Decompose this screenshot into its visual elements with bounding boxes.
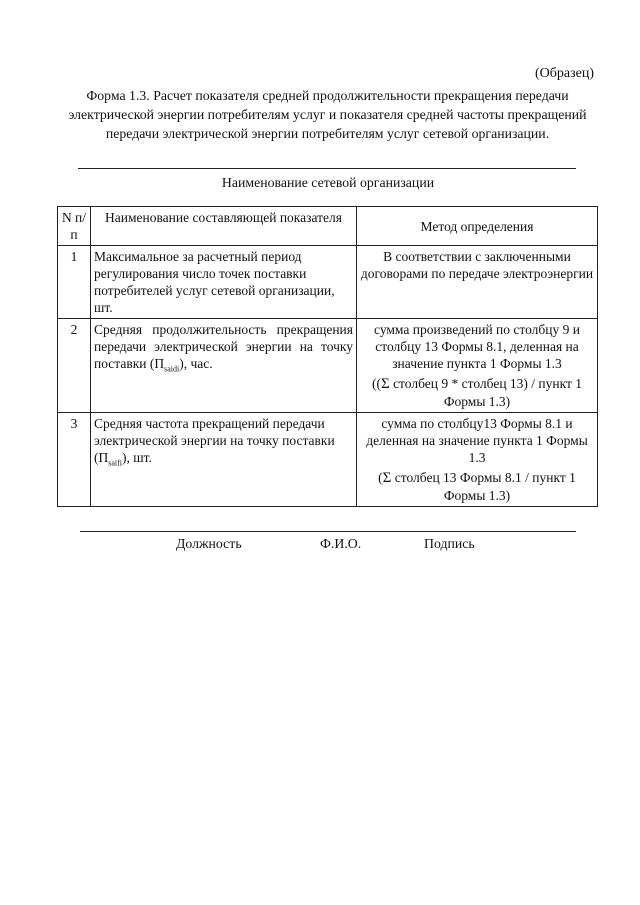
org-name-caption: Наименование сетевой организации: [221, 175, 435, 190]
signature-position-label: Должность: [176, 536, 242, 551]
row-formula: [360, 469, 594, 504]
row-number: 3: [58, 413, 91, 507]
row-number: 2: [58, 319, 91, 413]
row-number: 1: [58, 246, 91, 319]
row-name-unit: ), шт.: [122, 450, 152, 465]
org-name-line: [78, 168, 576, 169]
row-method: В соответствии с заключенными договорами по передаче электроэнергии: [357, 246, 598, 319]
row-name-text: Средняя продолжительность прекращения передачи электрической энергии на точку поставки (П: [94, 322, 353, 371]
form-title: Форма 1.3. Расчет показателя средней продолжительности прекращения передачи электрической энергии потребителям услуг и показателя средней частоты прекращений передачи электрической энергии потребителям услуг сетевой организации.: [68, 88, 587, 141]
row-method: [357, 413, 598, 507]
table-row: [58, 319, 598, 413]
row-method: [357, 319, 598, 413]
row-name: Максимальное за расчетный период регулирования число точек поставки потребителей услуг сетевой организации, шт.: [91, 246, 357, 319]
row-name-text: Средняя частота прекращений передачи электрической энергии на точку поставки (П: [94, 416, 335, 465]
signature-line: [80, 531, 576, 532]
table-row: [58, 246, 598, 319]
formula-text: столбец 9 * столбец 13) / пункт 1 Формы 1.3): [389, 376, 583, 409]
row-method-text: сумма по столбцу13 Формы 8.1 и деленная на значение пункта 1 Формы 1.3: [366, 416, 588, 465]
formula-open: ((: [371, 376, 381, 391]
header-name: Наименование составляющей показателя: [91, 207, 357, 246]
signature-name-label: Ф.И.О.: [320, 536, 362, 551]
sigma-icon: Σ: [382, 470, 392, 486]
table-header-row: [58, 207, 598, 246]
header-method: [357, 207, 598, 246]
sample-label: (Образец): [534, 66, 594, 81]
signature-sign-label: Подпись: [424, 536, 475, 551]
formula-text: столбец 13 Формы 8.1 / пункт 1 Формы 1.3): [391, 470, 576, 503]
row-method-text: сумма произведений по столбцу 9 и столбцу 13 Формы 8.1, деленная на значение пункта 1 Формы 1.3: [374, 322, 580, 371]
row-formula: [360, 375, 594, 410]
sigma-icon: Σ: [380, 376, 390, 392]
table-row: [58, 413, 598, 507]
row-name-subscript: saidi: [164, 364, 180, 374]
row-name-unit: ), час.: [179, 356, 213, 371]
row-name: [91, 319, 357, 413]
row-name-subscript: saifi: [108, 458, 123, 468]
header-method-label: Метод определения: [420, 218, 534, 234]
row-name: [91, 413, 357, 507]
formula-open: (: [378, 470, 383, 485]
form-table: [57, 206, 598, 507]
header-number: N п/п: [58, 207, 91, 246]
